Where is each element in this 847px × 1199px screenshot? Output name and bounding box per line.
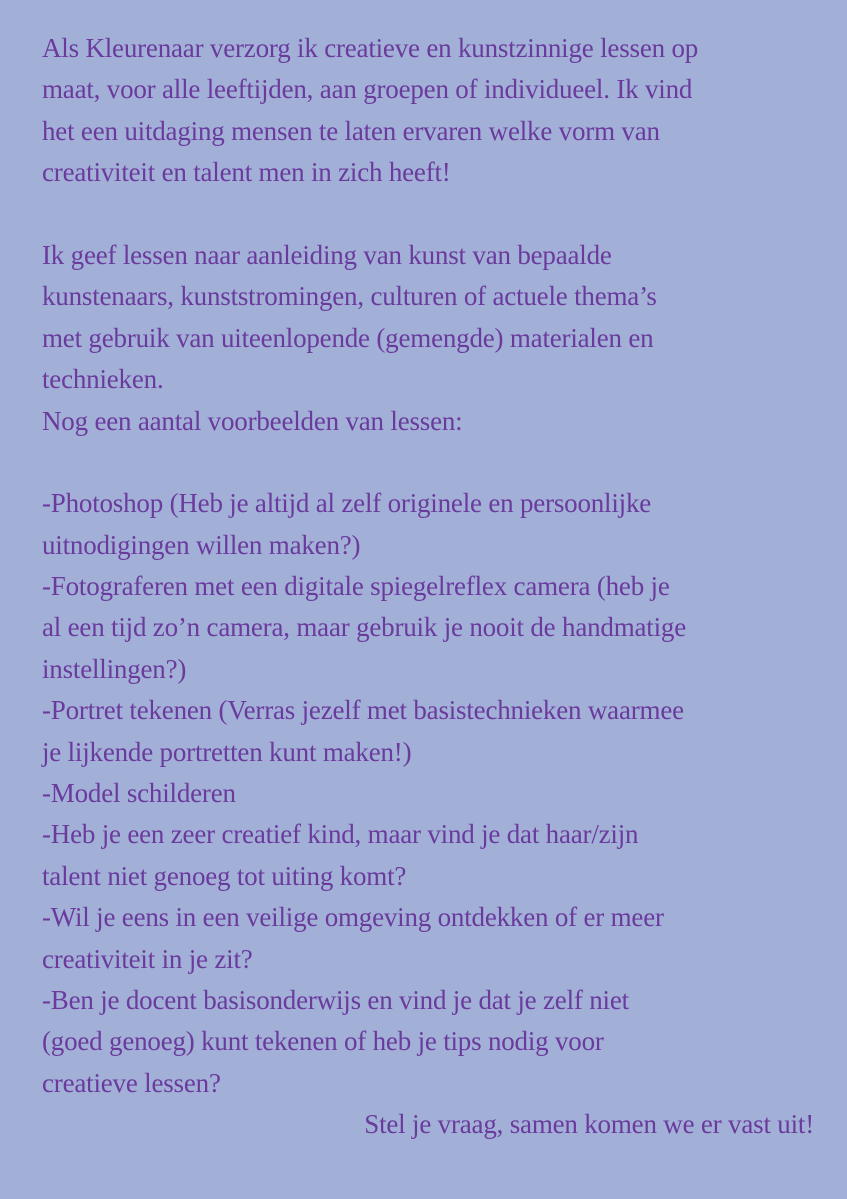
text-line: -Wil je eens in een veilige omgeving ontdekken of er meer — [42, 902, 664, 933]
example-item-veilige-omgeving — [42, 897, 822, 980]
paragraph-spacer — [42, 442, 822, 483]
text-line: maat, voor alle leeftijden, aan groepen of individueel. Ik vind — [42, 74, 693, 105]
text-line: technieken. — [42, 364, 164, 395]
text-line: het een uitdaging mensen te laten ervaren welke vorm van — [42, 115, 660, 146]
text-line: -Photoshop (Heb je altijd al zelf originele en persoonlijke — [42, 488, 652, 519]
intro-paragraph — [42, 28, 822, 194]
text-line: talent niet genoeg tot uiting komt? — [42, 860, 407, 891]
text-line: (goed genoeg) kunt tekenen of heb je tips nodig voor — [42, 1026, 604, 1057]
example-item-portret-tekenen — [42, 690, 822, 773]
text-line: -Model schilderen — [42, 778, 236, 809]
text-line: Als Kleurenaar verzorg ik creatieve en kunstzinnige lessen op — [42, 33, 699, 63]
text-line: Ik geef lessen naar aanleiding van kunst van bepaalde — [42, 239, 612, 270]
text-line: -Heb je een zeer creatief kind, maar vind je dat haar/zijn — [42, 819, 639, 850]
document-page — [42, 28, 822, 1146]
examples-heading: Nog een aantal voorbeelden van lessen: — [42, 405, 463, 436]
text-line: creatieve lessen? — [42, 1067, 221, 1098]
text-line: al een tijd zo’n camera, maar gebruik je nooit de handmatige — [42, 612, 686, 643]
lessons-intro-paragraph — [42, 235, 822, 442]
example-item-photoshop — [42, 483, 822, 566]
paragraph-spacer — [42, 194, 822, 235]
text-line: -Ben je docent basisonderwijs en vind je dat je zelf niet — [42, 984, 629, 1015]
closing-line: Stel je vraag, samen komen we er vast uit! — [364, 1109, 814, 1140]
text-line: kunstenaars, kunststromingen, culturen of actuele thema’s — [42, 281, 657, 312]
example-item-docent-basisonderwijs — [42, 980, 822, 1104]
example-item-creatief-kind — [42, 814, 822, 897]
text-line: creativiteit en talent men in zich heeft! — [42, 157, 451, 188]
text-line: -Fotograferen met een digitale spiegelreflex camera (heb je — [42, 571, 670, 602]
text-line: je lijkende portretten kunt maken!) — [42, 736, 412, 767]
text-line: instellingen?) — [42, 653, 187, 684]
text-line: uitnodigingen willen maken?) — [42, 529, 361, 560]
examples-list — [42, 483, 822, 1104]
example-item-model-schilderen — [42, 773, 822, 814]
text-line: creativiteit in je zit? — [42, 943, 253, 974]
text-line: met gebruik van uiteenlopende (gemengde) materialen en — [42, 322, 654, 353]
example-item-fotograferen — [42, 566, 822, 690]
text-line: -Portret tekenen (Verras jezelf met basistechnieken waarmee — [42, 695, 684, 726]
